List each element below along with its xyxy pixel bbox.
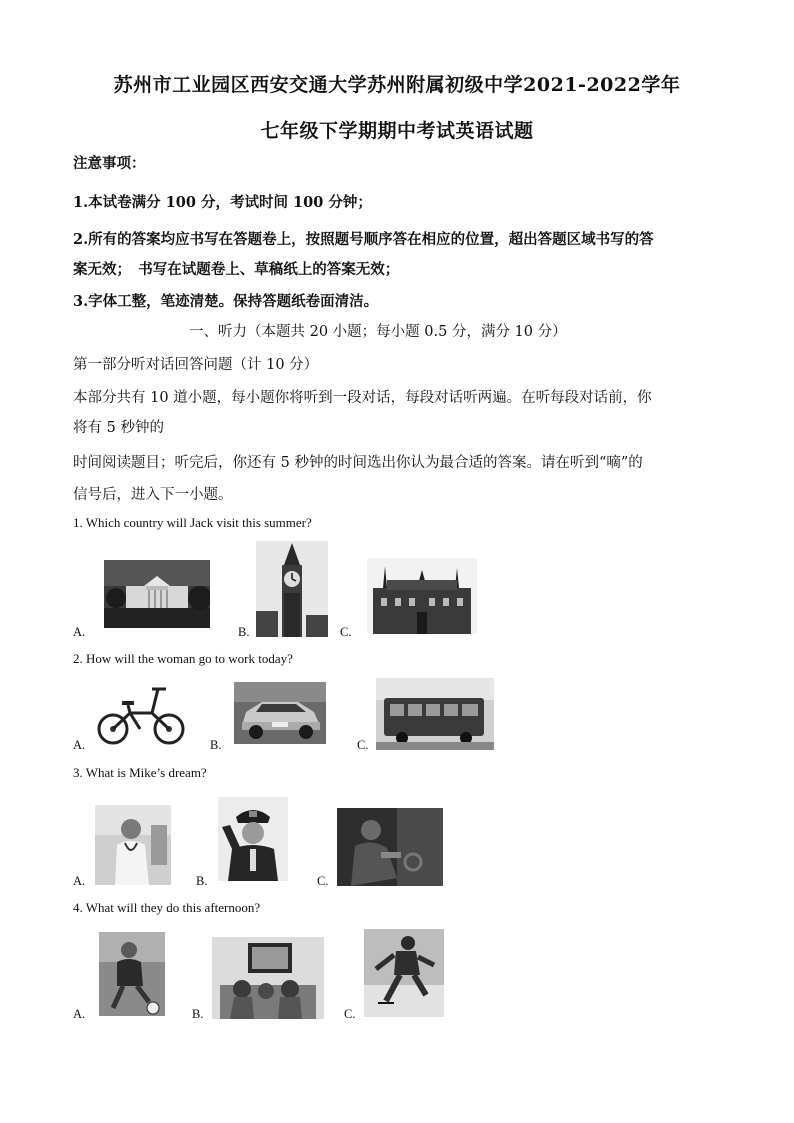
exam-title-line2: 七年级下学期期中考试英语试题 — [260, 120, 534, 142]
white-house-photo — [104, 560, 210, 628]
notice-item-3: 3.字体工整，笔迹清楚。保持答题纸卷面清洁。 — [73, 293, 379, 310]
worker-photo — [337, 808, 443, 886]
bus-photo — [376, 678, 494, 750]
police-officer-photo — [218, 797, 288, 881]
instruction-line1: 本部分共有 10 道小题，每小题你将听到一段对话，每段对话听两遍。在听每段对话前，你 — [73, 390, 652, 406]
skating-photo — [364, 929, 444, 1017]
instruction-line3: 时间阅读题目；听完后，你还有 5 秒钟的时间选出你认为最合适的答案。请在听到“嘀”的 — [73, 455, 643, 471]
question-3-option-b[interactable]: B. — [196, 874, 208, 888]
watching-tv-photo — [212, 937, 324, 1019]
car-photo — [234, 682, 326, 744]
question-4-text: 4. What will they do this afternoon? — [73, 900, 261, 915]
notice-item-1: 1.本试卷满分 100 分，考试时间 100 分钟； — [73, 194, 372, 211]
question-1-option-c[interactable]: C. — [340, 625, 352, 639]
question-4-option-b[interactable]: B. — [192, 1007, 204, 1021]
question-3-option-a[interactable]: A. — [73, 874, 86, 888]
football-photo — [99, 932, 165, 1016]
question-2-option-b[interactable]: B. — [210, 738, 222, 752]
nurse-photo — [95, 805, 171, 885]
red-palace-photo — [367, 558, 477, 634]
question-3-option-c[interactable]: C. — [317, 874, 329, 888]
exam-title-line1: 苏州市工业园区西安交通大学苏州附属初级中学2021-2022学年 — [113, 74, 681, 96]
bicycle-photo — [96, 683, 186, 747]
instruction-line4: 信号后，进入下一小题。 — [73, 487, 233, 503]
section-heading: 一、听力（本题共 20 小题；每小题 0.5 分，满分 10 分） — [189, 324, 567, 340]
notice-heading: 注意事项： — [73, 155, 146, 172]
instruction-line2: 将有 5 秒钟的 — [73, 420, 164, 436]
question-4-option-a[interactable]: A. — [73, 1007, 86, 1021]
notice-item-2-line2: 案无效； 书写在试题卷上、草稿纸上的答案无效； — [73, 261, 400, 278]
question-1-text: 1. Which country will Jack visit this summer? — [73, 515, 312, 530]
question-3-text: 3. What is Mike’s dream? — [73, 765, 207, 780]
question-2-option-c[interactable]: C. — [357, 738, 369, 752]
question-2-text: 2. How will the woman go to work today? — [73, 651, 293, 666]
question-1-option-a[interactable]: A. — [73, 625, 86, 639]
notice-item-2-line1: 2.所有的答案均应书写在答题卷上，按照题号顺序答在相应的位置，超出答题区域书写的答 — [73, 231, 654, 248]
question-1-option-b[interactable]: B. — [238, 625, 250, 639]
question-4-option-c[interactable]: C. — [344, 1007, 356, 1021]
part-heading: 第一部分听对话回答问题（计 10 分） — [73, 357, 319, 373]
question-2-option-a[interactable]: A. — [73, 738, 86, 752]
big-ben-photo — [256, 541, 328, 637]
